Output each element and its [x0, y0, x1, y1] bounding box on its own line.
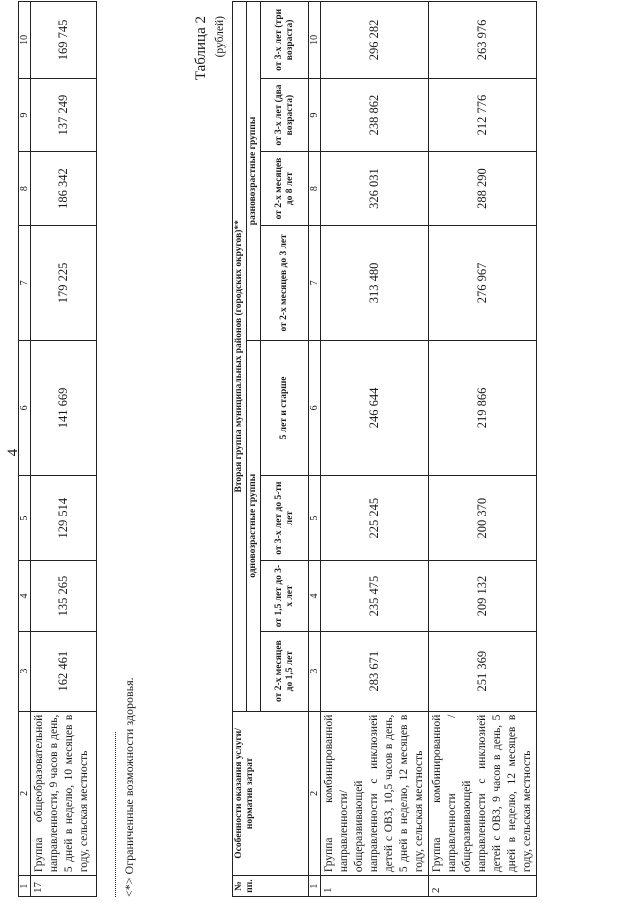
- value-cell: 212 776: [429, 78, 537, 151]
- value-cell: 326 031: [321, 152, 429, 225]
- mixed-age-header: разновозрастные группы: [247, 2, 261, 341]
- value-cell: 162 461: [31, 631, 97, 711]
- value-cell: 141 669: [31, 340, 97, 475]
- table-2-header-row-1: [233, 2, 247, 897]
- table-2: [232, 1, 537, 897]
- t2-index: 2: [309, 711, 321, 876]
- value-cell: 186 342: [31, 152, 97, 225]
- value-cell: 296 282: [321, 2, 429, 79]
- t2-index: 3: [309, 631, 321, 711]
- value-cell: 246 644: [321, 340, 429, 475]
- table-row: [321, 2, 429, 897]
- col-features-header: Особенности оказания услуги/норматив затрат: [233, 711, 309, 876]
- value-cell: 179 225: [31, 225, 97, 340]
- subheader: 5 лет и старше: [261, 340, 309, 475]
- value-cell: 276 967: [429, 225, 537, 340]
- t1-index: 1: [19, 876, 31, 897]
- t2-index: 9: [309, 78, 321, 151]
- footnote: <*> Ограниченные возможности здоровья.: [122, 677, 136, 897]
- value-cell: 137 249: [31, 78, 97, 151]
- subheader: от 3-х лет (два возраста): [261, 78, 309, 151]
- value-cell: 235 475: [321, 561, 429, 631]
- subheader: от 2-х месяцев до 8 лет: [261, 152, 309, 225]
- value-cell: 200 370: [429, 475, 537, 561]
- t2-index: 8: [309, 152, 321, 225]
- t2-index: 1: [309, 876, 321, 897]
- table-2-title: Таблица 2: [193, 16, 209, 81]
- t2-index: 7: [309, 225, 321, 340]
- group-header: Вторая группа муниципальных районов (городских округов)**: [233, 2, 247, 712]
- t1-index: 6: [19, 340, 31, 475]
- table-2-index-row: [309, 2, 321, 897]
- table-row: [429, 2, 537, 897]
- value-cell: 225 245: [321, 475, 429, 561]
- row-number: 2: [429, 876, 537, 897]
- same-age-header: одновозрастные группы: [247, 340, 261, 711]
- value-cell: 219 866: [429, 340, 537, 475]
- t1-index: 7: [19, 225, 31, 340]
- row-description: Группа комбинированной направленности / общеразвивающей направленности с инклюзией детей с ОВЗ, 9 часов в день, 5 дней в неделю, 12 месяцев в году, сельская местность: [429, 711, 537, 876]
- value-cell: 288 290: [429, 152, 537, 225]
- t2-index: 5: [309, 475, 321, 561]
- t1-index: 2: [19, 711, 31, 876]
- value-cell: 169 745: [31, 2, 97, 79]
- footnote-divider: [115, 732, 116, 897]
- value-cell: 209 132: [429, 561, 537, 631]
- value-cell: 251 369: [429, 631, 537, 711]
- value-cell: 135 265: [31, 561, 97, 631]
- table-2-unit: (рублей): [214, 16, 226, 58]
- table-1-index-row: [19, 2, 31, 897]
- t2-index: 10: [309, 2, 321, 79]
- t1-index: 4: [19, 561, 31, 631]
- t1-index: 8: [19, 152, 31, 225]
- table-row: [31, 2, 97, 897]
- subheader: от 3-х лет до 5-ти лет: [261, 475, 309, 561]
- subheader: от 2-х месяцев до 3 лет: [261, 225, 309, 340]
- page-number: 4: [5, 448, 21, 457]
- t1-index: 9: [19, 78, 31, 151]
- value-cell: 283 671: [321, 631, 429, 711]
- t1-index: 10: [19, 2, 31, 79]
- t2-index: 6: [309, 340, 321, 475]
- subheader: от 1,5 лет до 3-х лет: [261, 561, 309, 631]
- row-number: 17: [31, 876, 97, 897]
- value-cell: 263 976: [429, 2, 537, 79]
- subheader: от 3-х лет (три возраста): [261, 2, 309, 79]
- col-no-header: № пп.: [233, 876, 309, 897]
- row-description: Группа общеобразовательной направленности, 9 часов в день, 5 дней в неделю, 10 месяцев в году, сельская местность: [31, 711, 97, 876]
- row-description: Группа комбинированной направленности/ общеразвивающей направленности с инклюзией детей с ОВЗ, 10,5 часов в день, 5 дней в неделю, 12 месяцев в году, сельская местность: [321, 711, 429, 876]
- table-1: [18, 1, 97, 897]
- value-cell: 129 514: [31, 475, 97, 561]
- value-cell: 313 480: [321, 225, 429, 340]
- subheader: от 2-х месяцев до 1,5 лет: [261, 631, 309, 711]
- value-cell: 238 862: [321, 78, 429, 151]
- t2-index: 4: [309, 561, 321, 631]
- row-number: 1: [321, 876, 429, 897]
- t1-index: 3: [19, 631, 31, 711]
- t1-index: 5: [19, 475, 31, 561]
